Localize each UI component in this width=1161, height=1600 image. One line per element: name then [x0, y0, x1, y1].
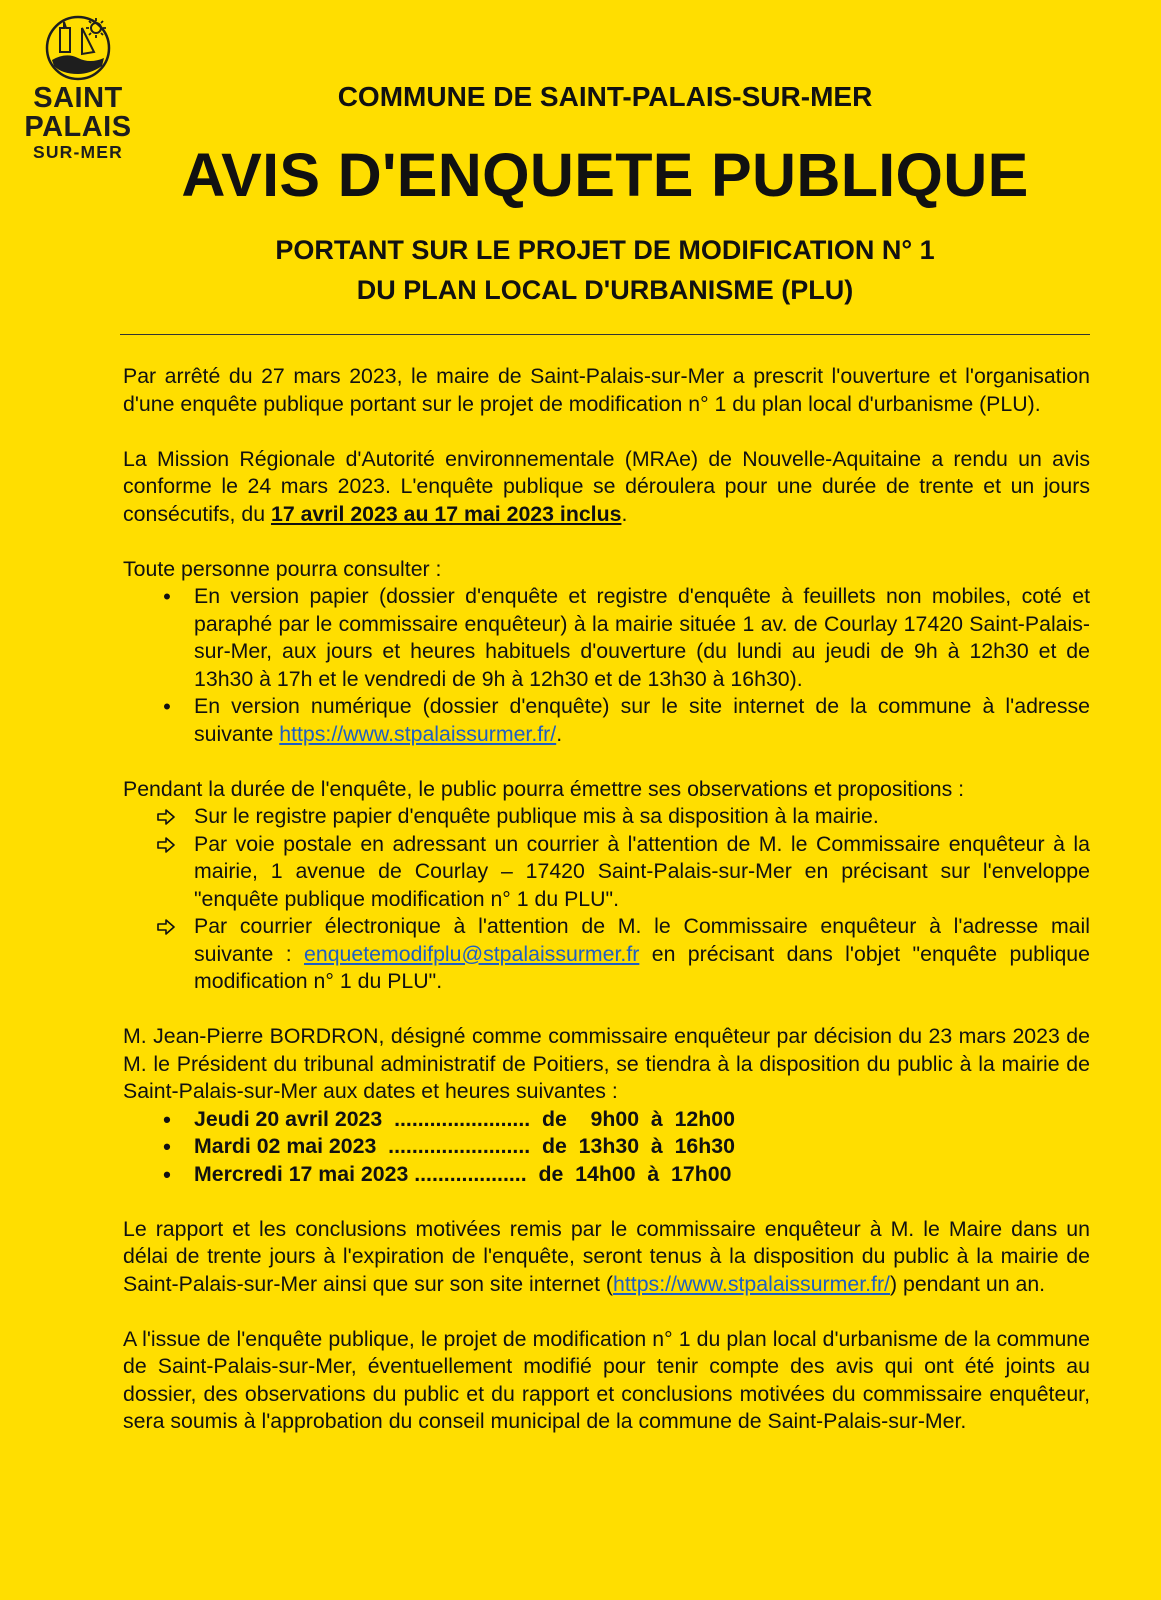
logo-text-sur-mer: SUR-MER [32, 142, 124, 162]
observations-section [123, 776, 1090, 996]
arrow-right-icon [157, 913, 177, 935]
commune-heading: COMMUNE DE SAINT-PALAIS-SUR-MER [337, 81, 873, 112]
schedule-text: Mercredi 17 mai 2023 ................... de 14h00 à 17h00 [194, 1161, 732, 1186]
consult-digital: En version numérique (dossier d'enquête) sur le site internet de la commune à l'adresse suivante [194, 694, 1090, 746]
subtitle-line-1: PORTANT SUR LE PROJET DE MODIFICATION N° 1 [275, 235, 935, 265]
commissaire-text: M. Jean-Pierre BORDRON, désigné comme commissaire enquêteur par décision du 23 mars 2023 de M. le Président du tribunal administratif de Poitiers, se tiendra à la disposition du public à la mairie de Saint-Palais-sur-Mer aux dates et heures suivantes : [123, 1024, 1090, 1103]
list-item [123, 913, 1090, 996]
notice-body [123, 363, 1090, 1463]
header-divider [120, 334, 1090, 335]
consult-section [123, 556, 1090, 749]
rapport-end: ) pendant un an. [889, 1271, 1046, 1296]
schedule-list [123, 1106, 1090, 1189]
notice-title: AVIS D'ENQUETE PUBLIQUE [181, 141, 1029, 209]
observations-list [123, 803, 1090, 996]
schedule-row [123, 1106, 1090, 1134]
mrae-end: . [621, 501, 628, 526]
list-item [123, 831, 1090, 914]
observation-email-end: en précisant dans l'objet "enquête publique modification n° 1 du PLU". [194, 941, 1090, 993]
logo-text-saint: SAINT [33, 82, 123, 114]
list-item [123, 693, 1090, 748]
observations-intro: Pendant la durée de l'enquête, le public pourra émettre ses observations et propositions : [123, 776, 965, 801]
inquiry-dates: 17 avril 2023 au 17 mai 2023 inclus [270, 501, 622, 526]
consult-paper: En version papier (dossier d'enquête et registre d'enquête à feuillets non mobiles, coté et paraphé par le commissaire enquêteur) à la mairie située 1 av. de Courlay 17420 Saint-Palais-sur-Mer, aux jours et heures habituels d'ouverture (du lundi au jeudi de 9h à 12h30 et de 13h30 à 17h et le vendredi de 9h à 12h30 et de 13h30 à 16h30). [194, 584, 1090, 691]
issue-paragraph: A l'issue de l'enquête publique, le projet de modification n° 1 du plan local d'urbanisme de la commune de Saint-Palais-sur-Mer, éventuellement modifié pour tenir compte des avis qui ont été joints au dossier, des observations du public et du rapport et conclusions motivées du commissaire enquêteur, sera soumis à l'approbation du conseil municipal de la commune de Saint-Palais-sur-Mer. [123, 1326, 1090, 1433]
bullet-icon [157, 1133, 177, 1162]
arrete-paragraph: Par arrêté du 27 mars 2023, le maire de Saint-Palais-sur-Mer a prescrit l'ouverture et l'organisation d'une enquête publique portant sur le projet de modification n° 1 du plan local d'urbanisme (PLU). [123, 364, 1090, 416]
schedule-text: Mardi 02 mai 2023 ........................ de 13h30 à 16h30 [194, 1134, 735, 1158]
bullet-icon [157, 693, 177, 722]
list-item [123, 583, 1090, 693]
commissaire-section [123, 1023, 1090, 1188]
website-link[interactable]: https://www.stpalaissurmer.fr/ [613, 1271, 890, 1296]
email-link[interactable]: enquetemodifplu@stpalaissurmer.fr [304, 941, 640, 966]
consult-digital-end: . [556, 721, 563, 746]
schedule-text: Jeudi 20 avril 2023 ....................... de 9h00 à 12h00 [194, 1106, 735, 1131]
arrow-right-icon [157, 831, 177, 853]
mrae-paragraph [123, 446, 1090, 529]
observation-register: Sur le registre papier d'enquête publique mis à sa disposition à la mairie. [194, 804, 879, 828]
schedule-row [123, 1161, 1090, 1189]
observation-postal: Par voie postale en adressant un courrier à l'attention de M. le Commissaire enquêteur à la mairie, 1 avenue de Courlay – 17420 Saint-Palais-sur-Mer en précisant sur l'enveloppe "enquête publique modification n° 1 du PLU". [194, 831, 1090, 911]
website-link[interactable]: https://www.stpalaissurmer.fr/ [279, 721, 557, 746]
mrae-text: La Mission Régionale d'Autorité environnementale (MRAe) de Nouvelle-Aquitaine a rendu un avis conforme le 24 mars 2023. L'enquête publique se déroulera pour une durée de trente et un jours consécutifs, du [123, 446, 1090, 526]
schedule-row [123, 1133, 1090, 1161]
rapport-paragraph [123, 1216, 1090, 1299]
bullet-icon [157, 1106, 177, 1135]
arrow-right-icon [157, 803, 177, 825]
list-item [123, 803, 1090, 831]
logo-text-palais: PALAIS [24, 111, 132, 143]
observation-email: Par courrier électronique à l'attention de M. le Commissaire enquêteur à l'adresse mail suivante : [194, 914, 1090, 966]
bullet-icon [157, 1161, 177, 1190]
consult-list [123, 583, 1090, 748]
logo-emblem-icon [42, 8, 114, 84]
bullet-icon [157, 583, 177, 612]
consult-intro: Toute personne pourra consulter : [123, 556, 442, 581]
notice-subtitle [120, 230, 1090, 310]
rapport-text: Le rapport et les conclusions motivées remis par le commissaire enquêteur à M. le Maire dans un délai de trente jours à l'expiration de l'enquête, seront tenus à la disposition du public à la mairie de Saint-Palais-sur-Mer ainsi que sur son site internet ( [123, 1216, 1090, 1296]
subtitle-line-2: DU PLAN LOCAL D'URBANISME (PLU) [356, 275, 854, 305]
